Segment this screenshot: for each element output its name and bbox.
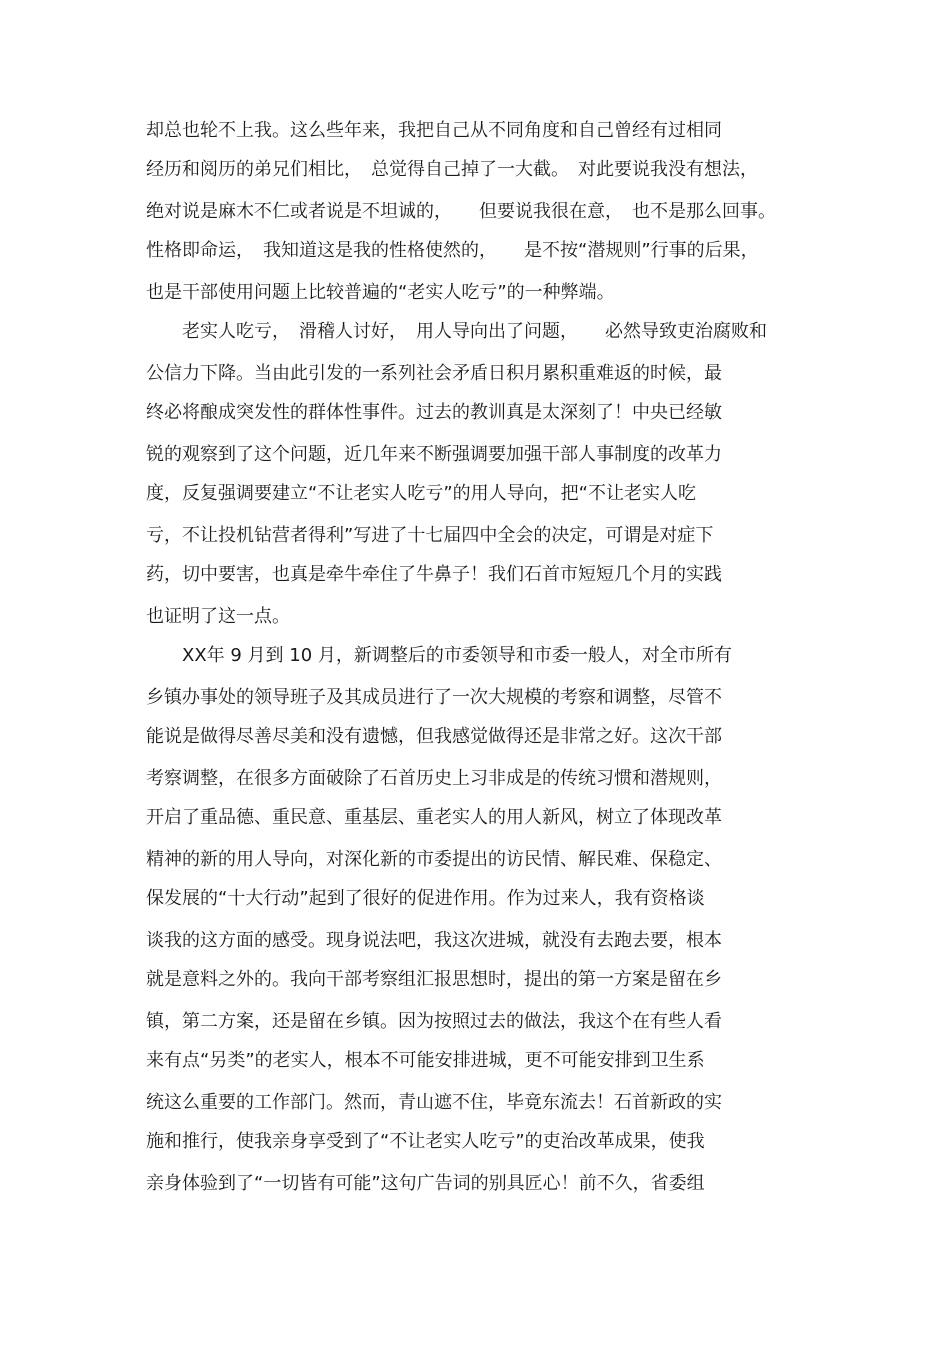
text-line: 终必将酿成突发性的群体性事件。过去的教训真是太深刻了！中央已经敏	[146, 402, 722, 423]
text-line: 药，切中要害，也真是牵牛牵住了牛鼻子！我们石首市短短几个月的实践	[146, 564, 722, 585]
text-line: 就是意料之外的。我向干部考察组汇报思想时，提出的第一方案是留在乡	[146, 969, 722, 990]
text-line: 保发展的“十大行动”起到了很好的促进作用。作为过来人，我有资格谈	[146, 888, 705, 909]
text-line: 老实人吃亏， 滑稽人讨好， 用人导向出了问题， 必然导致吏治腐败和	[146, 321, 767, 342]
text-line: 公信力下降。当由此引发的一系列社会矛盾日积月累积重难返的时候，最	[146, 363, 722, 384]
text-line: 能说是做得尽善尽美和没有遗憾，但我感觉做得还是非常之好。这次干部	[146, 726, 722, 747]
text-line: 亏，不让投机钻营者得利”写进了十七届四中全会的决定，可谓是对症下	[146, 525, 714, 546]
text-line: 也是干部使用问题上比较普遍的“老实人吃亏”的一种弊端。	[146, 282, 615, 303]
text-line: 亲身体验到了“一切皆有可能”这句广告词的别具匠心！前不久，省委组	[146, 1173, 705, 1194]
text-line: 经历和阅历的弟兄们相比， 总觉得自己掉了一大截。 对此要说我没有想法，	[146, 159, 758, 180]
text-line: 度，反复强调要建立“不让老实人吃亏”的用人导向，把“不让老实人吃	[146, 483, 696, 504]
text-line: XX年 9 月到 10 月，新调整后的市委领导和市委一般人，对全市所有	[146, 645, 732, 666]
text-line: 统这么重要的工作部门。然而，青山遮不住，毕竟东流去！石首新政的实	[146, 1092, 722, 1113]
text-line: 性格即命运， 我知道这是我的性格使然的， 是不按“潜规则”行事的后果，	[146, 240, 759, 261]
text-line: 绝对说是麻木不仁或者说是不坦诚的， 但要说我很在意， 也不是那么回事。	[146, 201, 776, 222]
text-line: 锐的观察到了这个问题，近几年来不断强调要加强干部人事制度的改革力	[146, 444, 722, 465]
text-line: 乡镇办事处的领导班子及其成员进行了一次大规模的考察和调整，尽管不	[146, 687, 722, 708]
text-line: 考察调整，在很多方面破除了石首历史上习非成是的传统习惯和潜规则，	[146, 768, 722, 789]
text-line: 谈我的这方面的感受。现身说法吧，我这次进城，就没有去跑去要，根本	[146, 930, 722, 951]
text-line: 施和推行，使我亲身享受到了“不让老实人吃亏”的吏治改革成果，使我	[146, 1131, 705, 1152]
text-line: 镇，第二方案，还是留在乡镇。因为按照过去的做法，我这个在有些人看	[146, 1011, 722, 1032]
text-line: 来有点“另类”的老实人，根本不可能安排进城，更不可能安排到卫生系	[146, 1050, 705, 1071]
text-line: 开启了重品德、重民意、重基层、重老实人的用人新风，树立了体现改革	[146, 807, 722, 828]
text-line: 也证明了这一点。	[146, 606, 290, 627]
text-line: 却总也轮不上我。这么些年来，我把自己从不同角度和自己曾经有过相同	[146, 120, 722, 141]
text-line: 精神的新的用人导向，对深化新的市委提出的访民情、解民难、保稳定、	[146, 849, 722, 870]
